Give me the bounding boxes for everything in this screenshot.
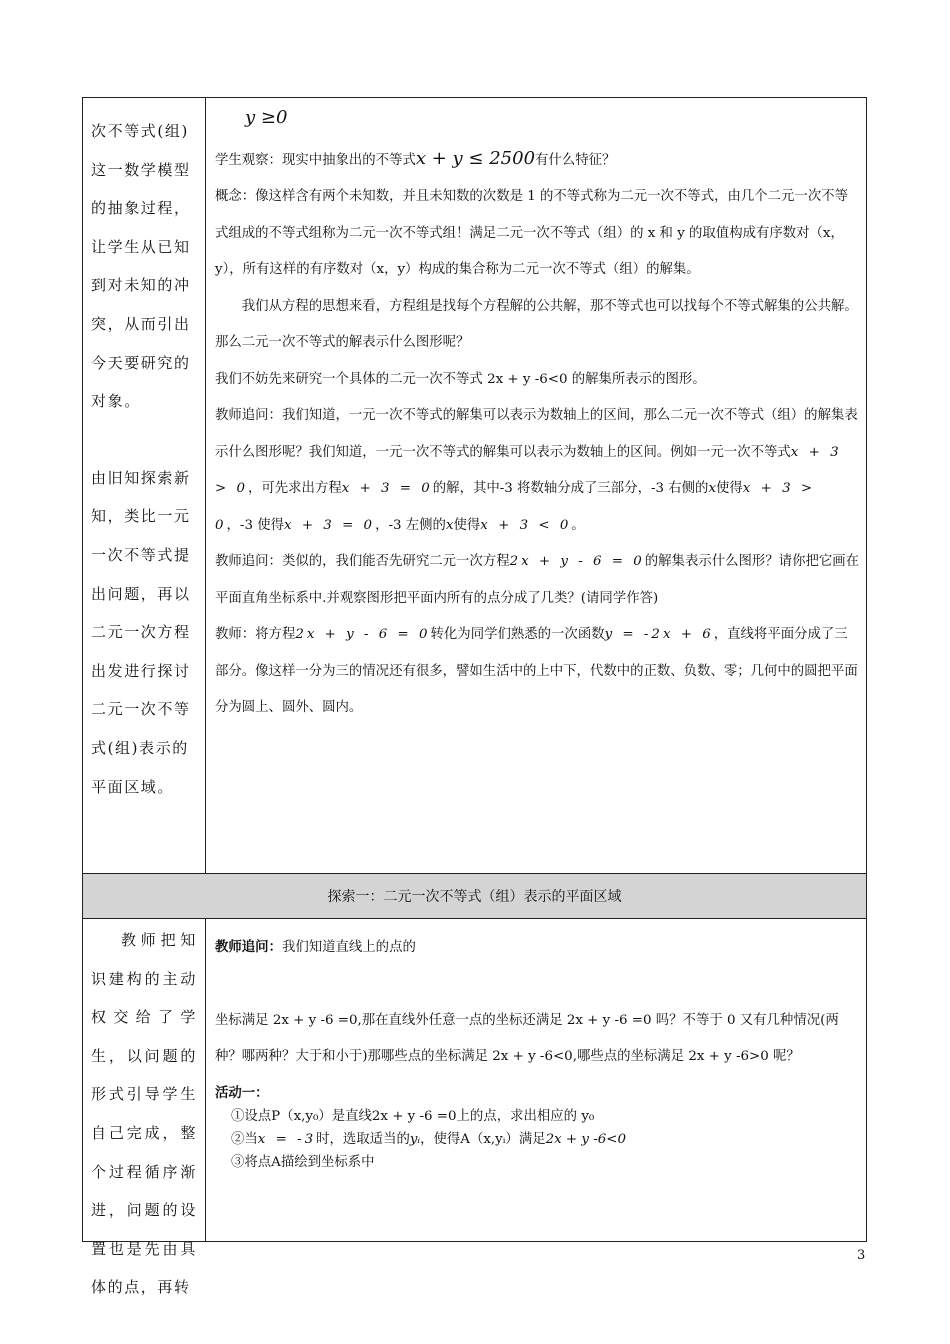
design-intent-cell xyxy=(83,919,206,1297)
teacher-question-3: 教师追问：我们知道直线上的点的 xyxy=(215,939,416,955)
activity-one xyxy=(215,1082,860,1174)
student-observation: 学生观察：现实中抽象出的不等式x + y ≤ 2500有什么特征？ xyxy=(215,147,616,169)
equation-thinking-paragraph: 我们从方程的思想来看，方程组是找每个方程解的公共解，那不等式也可以找每个不等式解集的公共解。那么二元一次不等式的解表示什么图形呢？ xyxy=(215,298,858,350)
concept-paragraph: 概念：像这样含有两个未知数，并且未知数的次数是 1 的不等式称为二元一次不等式，由几个二元一次不等式组成的不等式组称为二元一次不等式组！满足二元一次不等式（组）的 x 和 y 的取值构成有序数对（x，y），所有这样的有序数对（x，y）构成的集合称为二元一次不等式（组）的解集。 xyxy=(215,189,848,277)
specific-inequality-paragraph: 我们不妨先来研究一个具体的二元一次不等式 2x + y -6<0 的解集所表示的图形。 xyxy=(215,371,706,387)
section-header-title: 探索一：二元一次不等式（组）表示的平面区域 xyxy=(327,889,622,905)
teacher-question-2: 教师追问：类似的，我们能否先研究二元一次方程2x + y - 6 = 0的解集表示什么图形？请你把它画在平面直角坐标系中.并观察图形把平面内所有的点分成了几类？(请同学作答) xyxy=(215,554,860,606)
inequality-y-ge-0: y ≥0 xyxy=(245,107,288,128)
teacher-question-3-cont: 坐标满足 2x + y -6 =0,那在直线外任意一点的坐标还满足 2x + y -6 =0 吗？不等于 0 又有几种情况(两种？哪两种？大于和小于)那哪些点的坐标满足 2x + y -6<0,哪些点的坐标满足 2x + y -6>0 呢？ xyxy=(215,1012,839,1064)
table-row xyxy=(83,919,866,1297)
teacher-question-1: 教师追问：我们知道，一元一次不等式的解集可以表示为数轴上的区间，那么二元一次不等式（组）的解集表示什么图形呢？我们知道，一元一次不等式的解集可以表示为数轴上的区间。例如一元一次不等式x + 3 > 0，可先求出方程x + 3 = 0的解，其中-3 将数轴分成了三部分，-3 右侧的x使得x + 3 > 0，-3 使得x + 3 = 0，-3 左侧的x使得x + 3 < 0。 xyxy=(215,408,858,533)
design-intent-text-3: 教师把知识建构的主动权交给了学生，以问题的形式引导学生自己完成，整个过程循序渐进，问题的设置也是先由具体的点，再转 xyxy=(91,931,197,1297)
activity-step-1: ①设点P（x,y₀）是直线2x + y -6 =0上的点，求出相应的 y₀ xyxy=(231,1108,595,1124)
activity-step-2: ②当x = -3时，选取适当的yᵢ，使得A（x,yᵢ）满足2x + y -6<0 xyxy=(231,1131,627,1147)
teaching-process-cell xyxy=(206,98,866,873)
activity-step-3: ③将点A描绘到坐标系中 xyxy=(231,1154,375,1170)
lesson-table xyxy=(82,97,867,1297)
design-intent-text-2: 由旧知探索新知，类比一元一次不等式提出问题，再以二元一次方程出发进行探讨二元一次不等式(组)表示的平面区域。 xyxy=(91,468,191,796)
teacher-explanation: 教师：将方程2x + y - 6 = 0转化为同学们熟悉的一次函数y = -2x + 6，直线将平面分成了三部分。像这样一分为三的情况还有很多，譬如生活中的上中下，代数中的正数、负数、零；几何中的圆把平面分为圆上、圆外、圆内。 xyxy=(215,627,858,715)
design-intent-cell xyxy=(83,98,206,873)
teaching-process-cell xyxy=(206,919,866,1241)
page-number: 3 xyxy=(857,1248,866,1263)
design-intent-text: 次不等式(组)这一数学模型的抽象过程，让学生从已知到对未知的冲突，从而引出今天要研究的对象。 xyxy=(91,122,191,411)
section-header-row xyxy=(83,874,866,919)
table-row xyxy=(83,98,866,874)
activity-title: 活动一： xyxy=(215,1084,269,1101)
